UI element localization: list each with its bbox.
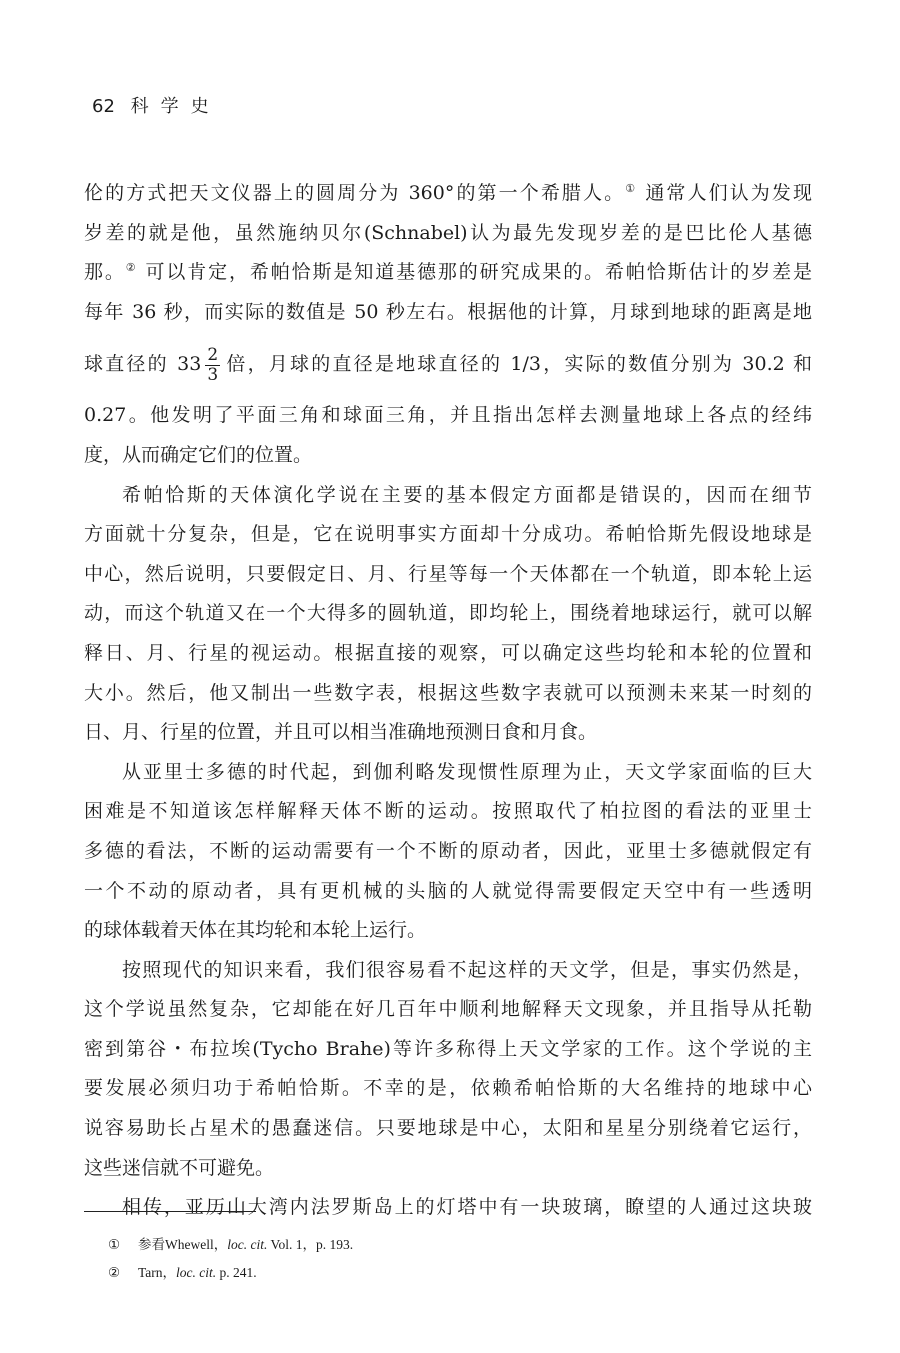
- footnote-mark: ①: [108, 1237, 121, 1252]
- text-line: 相传，亚历山大湾内法罗斯岛上的灯塔中有一块玻璃，瞭望的人通过这块玻: [122, 1196, 812, 1219]
- paragraph-3: [84, 753, 812, 951]
- running-header: [92, 92, 221, 118]
- text-line: 说容易助长占星术的愚蠢迷信。只要地球是中心，太阳和星星分别绕着它运行，: [84, 1117, 812, 1140]
- text-line: 这些迷信就不可避免。: [84, 1156, 275, 1179]
- footnote-2: ② Tarn，loc. cit. p. 241.: [108, 1259, 353, 1287]
- footnote-divider: [84, 1211, 256, 1212]
- text-line: 大小。然后，他又制出一些数字表，根据这些数字表就可以预测未来某一时刻的: [84, 681, 812, 704]
- fraction-denominator: 3: [207, 364, 219, 385]
- text-line: 每年 36 秒，而实际的数值是 50 秒左右。根据他的计算，月球到地球的距离是地: [84, 300, 812, 323]
- footnotes: [108, 1231, 353, 1287]
- footnote-ref-1[interactable]: ①: [625, 182, 638, 195]
- text-line: 0.27。他发明了平面三角和球面三角，并且指出怎样去测量地球上各点的经纬: [84, 404, 812, 427]
- text-line: 中心，然后说明，只要假定日、月、行星等每一个天体都在一个轨道，即本轮上运: [84, 562, 812, 585]
- paragraph-5: [84, 1188, 812, 1228]
- text-line: 希帕恰斯的天体演化学说在主要的基本假定方面都是错误的，因而在细节: [122, 483, 812, 506]
- text-line: 伦的方式把天文仪器上的圆周分为 360°的第一个希腊人。① 通常人们认为发现: [84, 182, 812, 204]
- text-line: 球直径的 33 $\frac{2}{3}$ 倍，月球的直径是地球直径的 1/3，实际的数值分别为 30.2 和: [84, 344, 812, 385]
- text-line: 按照现代的知识来看，我们很容易看不起这样的天文学，但是，事实仍然是，: [122, 958, 812, 981]
- fraction-numerator: 2: [207, 344, 219, 365]
- text-line: 岁差的就是他，虽然施纳贝尔(Schnabel)认为最先发现岁差的是巴比伦人基德: [84, 221, 812, 244]
- text-line: 困难是不知道该怎样解释天体不断的运动。按照取代了柏拉图的看法的亚里士: [84, 800, 812, 823]
- text-line: 动，而这个轨道又在一个大得多的圆轨道，即均轮上，围绕着地球运行，就可以解: [84, 602, 812, 625]
- footnote-ref-2[interactable]: ②: [125, 261, 138, 275]
- page-number: 62: [92, 96, 115, 117]
- footnote-mark: ②: [108, 1265, 121, 1280]
- text-line: 释日、月、行星的视运动。根据直接的观察，可以确定这些均轮和本轮的位置和: [84, 641, 812, 664]
- text-line: 那。② 可以肯定，希帕恰斯是知道基德那的研究成果的。希帕恰斯估计的岁差是: [84, 261, 812, 284]
- paragraph-2: [84, 476, 812, 753]
- text-line: 度，从而确定它们的位置。: [84, 443, 313, 466]
- footnote-1: ① 参看Whewell，loc. cit. Vol. 1，p. 193.: [108, 1231, 353, 1259]
- text-line: 密到第谷・布拉埃(Tycho Brahe)等许多称得上天文学家的工作。这个学说的主: [84, 1037, 812, 1060]
- paragraph-4: [84, 951, 812, 1189]
- text-line: 这个学说虽然复杂，它却能在好几百年中顺利地解释天文现象，并且指导从托勒: [84, 998, 812, 1021]
- text-line: 从亚里士多德的时代起，到伽利略发现惯性原理为止，天文学家面临的巨大: [122, 760, 812, 783]
- text-line: 方面就十分复杂，但是，它在说明事实方面却十分成功。希帕恰斯先假设地球是: [84, 523, 812, 546]
- body-text: [84, 174, 812, 1228]
- text-line: 日、月、行星的位置，并且可以相当准确地预测日食和月食。: [84, 721, 598, 744]
- text-line: 多德的看法，不断的运动需要有一个不断的原动者，因此，亚里士多德就假定有: [84, 839, 812, 862]
- text-line: 的球体载着天体在其均轮和本轮上运行。: [84, 919, 427, 942]
- fraction: [205, 346, 220, 385]
- paragraph-1: [84, 174, 812, 476]
- book-title: 科学史: [130, 96, 221, 117]
- text-line: 一个不动的原动者，具有更机械的头脑的人就觉得需要假定天空中有一些透明: [84, 879, 812, 902]
- text-line: 要发展必须归功于希帕恰斯。不幸的是，依赖希帕恰斯的大名维持的地球中心: [84, 1077, 812, 1100]
